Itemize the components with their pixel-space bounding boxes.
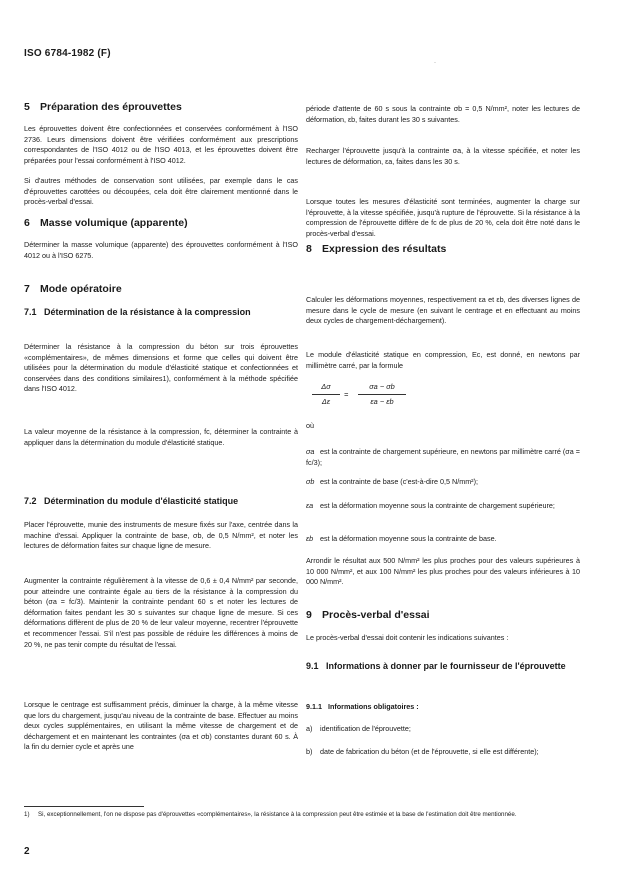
formula-lhs-denominator: Δε (321, 397, 331, 406)
section-8-paragraph-2: Le module d'élasticité statique en compression, Ec, est donné, en newtons par millimètre carré, par la formule (306, 350, 580, 370)
formula-lhs-bar (312, 394, 340, 395)
section-6-paragraph: Déterminer la masse volumique (apparente) des éprouvettes conformément à l'ISO 4012 ou à l'ISO 6275. (24, 240, 298, 260)
modulus-formula (308, 382, 508, 416)
section-5-heading: 5 Préparation des éprouvettes (24, 101, 182, 113)
where-label: où (306, 421, 314, 430)
section-8-heading: 8 Expression des résultats (306, 243, 447, 255)
footnote: 1) Si, exceptionnellement, l'on ne dispose pas d'éprouvettes «complémentaires», la résistance à la compression peut être estimée et la base de l'estimation doit être mentionnée. (24, 811, 517, 818)
section-7-2-paragraph-2: Augmenter la contrainte régulièrement à la vitesse de 0,6 ± 0,4 N/mm² par seconde, pour atteindre une contrainte égale au tiers de la résistance à la compression du béton (σa = fc/3). Maintenir la contrainte pendant 60 s et noter les lectures de déformation faites pendant les 30 s suivantes sur chaque ligne de mesure. Si ces déformations diffèrent de plus de 20 % de leur valeur moyenne, recentrer l'éprouvette et recommencer l'essai. S'il n'est pas possible de réduire les différences à moins de 20 %, ne pas tenir compte du résultat de l'essai. (24, 576, 298, 649)
section-8-paragraph-1: Calculer les déformations moyennes, respectivement εa et εb, des diverses lignes de mesure dans le cycle de mesure (en suivant le centrage et en effectuant au moins deux cycles de chargement-déchargement). (306, 295, 580, 326)
formula-rhs-denominator: εa − εb (370, 397, 394, 406)
right-paragraph-3: Lorsque toutes les mesures d'élasticité sont terminées, augmenter la charge sur l'éprouvette, à la vitesse spécifiée, jusqu'à rupture de l'éprouvette. Si la résistance à la compression de l'éprouvette diffère de fc de plus de 20 %, cela doit être noté dans le procès-verbal d'essai. (306, 197, 580, 238)
formula-lhs-numerator: Δσ (321, 382, 331, 391)
definition-item: σb est la contrainte de base (c'est-à-dire 0,5 N/mm²); (306, 477, 478, 486)
section-9-1-1-heading: 9.1.1 Informations obligatoires : (306, 702, 419, 711)
section-7-2-heading: 7.2 Détermination du module d'élasticité statique (24, 496, 239, 506)
section-9-heading: 9 Procès-verbal d'essai (306, 609, 430, 621)
section-7-heading: 7 Mode opératoire (24, 283, 122, 295)
section-9-1-heading: 9.1 Informations à donner par le fournisseur de l'éprouvette (306, 661, 566, 671)
section-7-2-paragraph-3: Lorsque le centrage est suffisamment précis, diminuer la charge, à la même vitesse que lors du chargement, jusqu'au niveau de la contrainte de base. Effectuer au moins deux cycles supplémentaires, en utilisant la même vitesse de chargement et de déchargement et en maintenant les contraintes (σa et σb) constantes durant 60 s. À la fin du dernier cycle et après une (24, 700, 298, 752)
document-header: ISO 6784-1982 (F) (24, 48, 111, 59)
formula-equals: = (344, 390, 349, 399)
section-7-1-paragraph-2: La valeur moyenne de la résistance à la compression, fc, déterminer la contrainte à appliquer dans la détermination du module d'élasticité statique. (24, 427, 298, 447)
section-7-2-paragraph-1: Placer l'éprouvette, munie des instruments de mesure fixés sur l'axe, centrée dans la machine d'essai. Appliquer la contrainte de base, σb, de 0,5 N/mm², et noter les lectures de déformation faites sur chaque ligne de mesure. (24, 520, 298, 551)
list-item: a) identification de l'éprouvette; (306, 724, 411, 733)
section-9-paragraph: Le procès-verbal d'essai doit contenir les indications suivantes : (306, 633, 509, 642)
section-5-paragraph-2: Si d'autres méthodes de conservation sont utilisées, par exemple dans le cas d'éprouvettes carottées ou découpées, cela doit être clairement mentionné dans le procès-verbal d'essai. (24, 176, 298, 207)
section-7-1-heading: 7.1 Détermination de la résistance à la compression (24, 307, 251, 317)
formula-rhs-bar (358, 394, 406, 395)
right-paragraph-2: Recharger l'éprouvette jusqu'à la contrainte σa, à la vitesse spécifiée, et noter les lectures de déformation, εa, faites dans les 30 s. (306, 146, 580, 166)
definition-item: εb est la déformation moyenne sous la contrainte de base. (306, 534, 497, 543)
section-8-paragraph-3: Arrondir le résultat aux 500 N/mm² les plus proches pour des valeurs supérieures à 10 000 N/mm², et aux 100 N/mm² les plus proches pour des valeurs inférieures à 10 000 N/mm². (306, 556, 580, 587)
section-5-paragraph-1: Les éprouvettes doivent être confectionnées et conservées conformément à l'ISO 2736. Leurs dimensions doivent être vérifiées conformément aux prescriptions correspondantes de l'ISO 4012 ou de l'ISO 4013, et les éprouvettes doivent être préparées pour l'essai conformément à l'ISO 4012. (24, 124, 298, 165)
list-item: b) date de fabrication du béton (et de l'éprouvette, si elle est différente); (306, 747, 539, 756)
footnote-rule (24, 806, 144, 807)
page-number: 2 (24, 846, 30, 857)
right-paragraph-1: période d'attente de 60 s sous la contrainte σb = 0,5 N/mm², noter les lectures de déformation, εb, faites durant les 30 s suivantes. (306, 104, 580, 124)
definition-item: εa est la déformation moyenne sous la contrainte de chargement supérieure; (306, 501, 555, 510)
section-6-heading: 6 Masse volumique (apparente) (24, 217, 188, 229)
definition-item: σa est la contrainte de chargement supérieure, en newtons par millimètre carré (σa = fc/3); (306, 447, 580, 467)
formula-rhs-numerator: σa − σb (369, 382, 395, 391)
section-7-1-paragraph-1: Déterminer la résistance à la compression du béton sur trois éprouvettes «complémentaires», de mêmes dimensions et forme que celles qui doivent être utilisées pour la détermination du module d'élasticité statique et confectionnées et conservées dans des conditions similaires1), conformément à la méthode spécifiée dans l'ISO 4012. (24, 342, 298, 394)
scan-mark: · (434, 60, 436, 66)
